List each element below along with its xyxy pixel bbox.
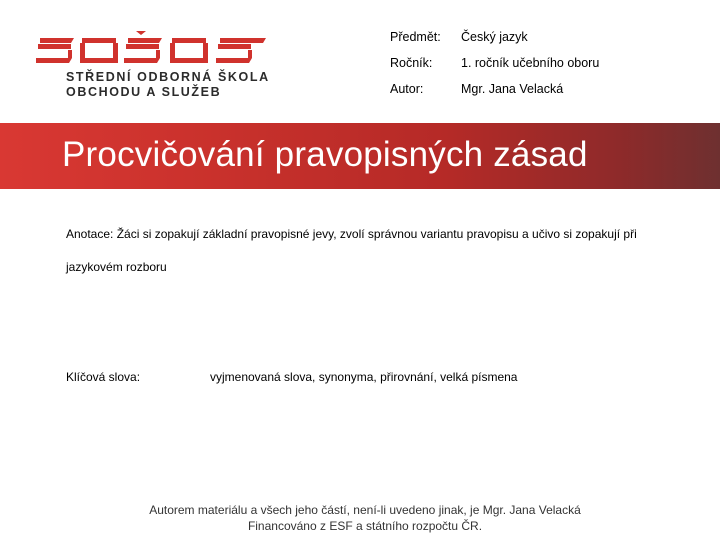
subject-label: Předmět: <box>390 30 441 44</box>
keywords-label: Klíčová slova: <box>66 370 141 384</box>
logo-text-line1: STŘEDNÍ ODBORNÁ ŠKOLA <box>66 70 270 84</box>
page-title: Procvičování pravopisných zásad <box>62 135 588 174</box>
school-wordmark <box>36 30 268 70</box>
grade-label: Ročník: <box>390 56 433 70</box>
keywords-value: vyjmenovaná slova, synonyma, přirovnání, velká písmena <box>210 370 518 384</box>
author-label: Autor: <box>390 82 424 96</box>
school-logo <box>36 30 268 100</box>
grade-value: 1. ročník učebního oboru <box>461 56 600 70</box>
footer-author-note: Autorem materiálu a všech jeho částí, není-li uvedeno jinak, je Mgr. Jana Velacká <box>149 503 581 517</box>
author-value: Mgr. Jana Velacká <box>461 82 564 96</box>
footer-funding-note: Financováno z ESF a státního rozpočtu ČR. <box>247 519 483 533</box>
logo-text-line2: OBCHODU A SLUŽEB <box>66 85 222 99</box>
subject-value: Český jazyk <box>461 30 528 44</box>
title-banner <box>0 123 720 189</box>
annotation-text: Anotace: Žáci si zopakují základní pravopisné jevy, zvolí správnou variantu pravopisu a učivo si zopakují při jazykovém rozboru <box>66 227 637 274</box>
